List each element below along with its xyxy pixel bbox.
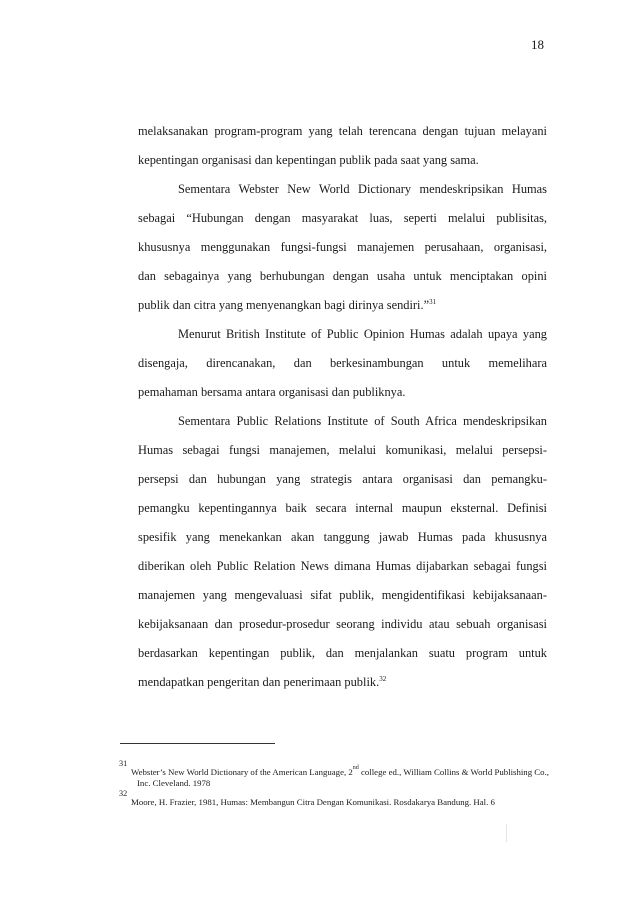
footnote-ref-32: 32 [379,675,387,683]
footnote-31-line-2: Inc. Cleveland. 1978 [137,778,211,788]
paragraph-2-line-1: Sementara Webster New World Dictionary mendeskripsikan Humas [178,182,547,196]
paragraph-4-line-4: pemangku kepentingannya baik secara internal maupun eksternal. Definisi [138,501,547,515]
paragraph-4-line-6: diberikan oleh Public Relation News dimana Humas dijabarkan sebagai fungsi [138,559,547,573]
footnote-31-mark: 31 [119,759,128,768]
paragraph-2-line-3: khususnya menggunakan fungsi-fungsi manajemen perusahaan, organisasi, [138,240,547,254]
paragraph-2-line-5 [138,297,547,313]
paragraph-4-line-3: persepsi dan hubungan yang strategis antara organisasi dan pemangku- [138,472,547,486]
paragraph-4-line-8: kebijaksanaan dan prosedur-prosedur seorang individu atau sebuah organisasi [138,617,547,631]
page-edge-divider [506,824,507,842]
paragraph-3-line-3: pemahaman bersama antara organisasi dan publiknya. [138,385,406,399]
footnote-separator [120,743,275,744]
footnote-31-text-b: college ed., William Collins & World Publishing Co., [358,767,549,777]
paragraph-4-line-10 [138,674,547,690]
paragraph-3-line-2: disengaja, direncanakan, dan berkesinambungan untuk memelihara [138,356,547,370]
page-number: 18 [531,37,544,52]
footnote-31-line-1 [131,767,549,777]
footnote-31-text-a: Webster’s New World Dictionary of the American Language, 2 [131,767,353,777]
paragraph-4-line-5: spesifik yang menekankan akan tanggung jawab Humas pada khususnya [138,530,547,544]
paragraph-4-line-7: manajemen yang mengevaluasi sifat publik, mengidentifikasi kebijaksanaan- [138,588,547,602]
paragraph-1-line-1: melaksanakan program-program yang telah terencana dengan tujuan melayani [138,124,547,138]
footnote-32-mark: 32 [119,789,128,798]
paragraph-2-line-5-text: publik dan citra yang menyenangkan bagi dirinya sendiri.” [138,298,430,312]
paragraph-3-line-1: Menurut British Institute of Public Opinion Humas adalah upaya yang [178,327,547,341]
footnote-31-superscript: nd [352,765,359,771]
paragraph-2-line-2: sebagai “Hubungan dengan masyarakat luas, seperti melalui publisitas, [138,211,547,225]
footnote-ref-31: 31 [429,298,437,306]
footnote-32-line-1: Moore, H. Frazier, 1981, Humas: Membangun Citra Dengan Komunikasi. Rosdakarya Bandung. Hal. 6 [131,797,495,807]
paragraph-4-line-1: Sementara Public Relations Institute of South Africa mendeskripsikan [178,414,547,428]
paragraph-4-line-10-text: mendapatkan pengeritan dan penerimaan publik. [138,675,380,689]
paragraph-4-line-9: berdasarkan kepentingan publik, dan menjalankan suatu program untuk [138,646,547,660]
paragraph-4-line-2: Humas sebagai fungsi manajemen, melalui komunikasi, melalui persepsi- [138,443,547,457]
paragraph-2-line-4: dan sebagainya yang berhubungan dengan usaha untuk menciptakan opini [138,269,547,283]
paragraph-1-line-2: kepentingan organisasi dan kepentingan publik pada saat yang sama. [138,153,479,167]
